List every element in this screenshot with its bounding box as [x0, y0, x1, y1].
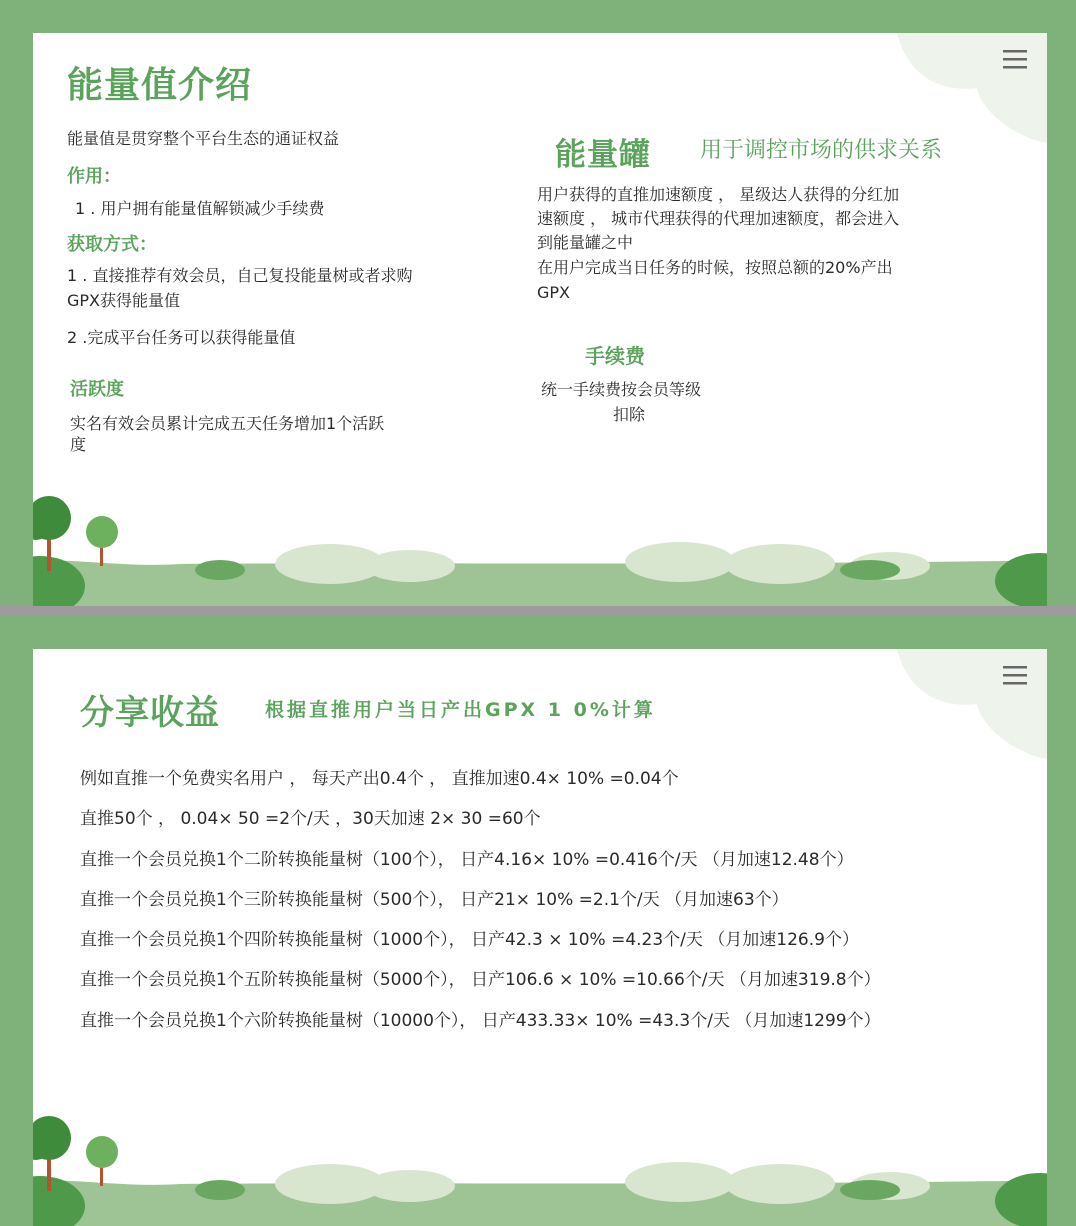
- jar-text-line-1: 用户获得的直推加速额度 ， 星级达人获得的分红加: [537, 185, 900, 204]
- list-item: 直推一个会员兑换1个四阶转换能量树（1000个）， 日产42.3 × 10% =4.23个/天 （月加速126.9个）: [80, 930, 859, 951]
- activity-label: 活跃度: [70, 379, 124, 400]
- list-item: 直推一个会员兑换1个三阶转换能量树（500个）， 日产21× 10% =2.1个/天 （月加速63个）: [80, 889, 789, 910]
- income-lines: [80, 767, 881, 1049]
- list-item: 直推一个会员兑换1个二阶转换能量树（100个）， 日产4.16× 10% =0.416个/天 （月加速12.48个）: [80, 849, 854, 870]
- list-item: 直推一个会员兑换1个六阶转换能量树（10000个）， 日产433.33× 10% =43.3个/天 （月加速1299个）: [80, 1010, 881, 1031]
- energy-value-slide: [33, 33, 1047, 606]
- page-subtitle: 根据直推用户当日产出GPX 1 0%计算: [265, 699, 656, 721]
- fee-text-line-2: 扣除: [613, 405, 646, 424]
- list-item: 直推50个 ， 0.04× 50 =2个/天 ，30天加速 2× 30 =60个: [80, 809, 541, 830]
- jar-text-line-2: 速额度 ， 城市代理获得的代理加速额度，都会进入: [537, 209, 900, 228]
- page-title: 分享收益: [80, 693, 220, 733]
- activity-text-line-2: 度: [70, 435, 87, 454]
- intro-text: 能量值是贯穿整个平台生态的通证权益: [67, 129, 340, 148]
- fee-label: 手续费: [585, 344, 645, 368]
- jar-text-line-4: 在用户完成当日任务的时候，按照总额的20%产出: [537, 258, 893, 277]
- activity-text-line-1: 实名有效会员累计完成五天任务增加1个活跃: [70, 414, 385, 433]
- fee-text-line-1: 统一手续费按会员等级: [541, 380, 702, 399]
- page-title: 能量值介绍: [67, 65, 253, 106]
- obtain-item-1-line-1: 1 . 直接推荐有效会员，自己复投能量树或者求购: [67, 266, 413, 285]
- purpose-label: 作用：: [67, 166, 121, 187]
- hamburger-menu-icon[interactable]: [1003, 665, 1029, 687]
- energy-jar-title: 能量罐: [555, 137, 651, 173]
- share-income-slide: [33, 649, 1047, 1226]
- purpose-item: 1 . 用户拥有能量值解锁减少手续费: [75, 199, 325, 218]
- landscape-illustration: [33, 1106, 1047, 1226]
- landscape-illustration: [33, 486, 1047, 606]
- slide-divider: [0, 606, 1076, 616]
- jar-text-line-3: 到能量罐之中: [537, 233, 634, 252]
- list-item: 直推一个会员兑换1个五阶转换能量树（5000个）， 日产106.6 × 10% =10.66个/天 （月加速319.8个）: [80, 970, 881, 991]
- energy-jar-subtitle: 用于调控市场的供求关系: [700, 138, 943, 163]
- obtain-label: 获取方式：: [67, 234, 157, 255]
- jar-text-line-5: GPX: [537, 283, 571, 302]
- list-item: 例如直推一个免费实名用户 ， 每天产出0.4个 ， 直推加速0.4× 10% =0.04个: [80, 769, 679, 789]
- obtain-item-2: 2 .完成平台任务可以获得能量值: [67, 328, 296, 347]
- hamburger-menu-icon[interactable]: [1003, 49, 1029, 71]
- obtain-item-1-line-2: GPX获得能量值: [67, 291, 181, 310]
